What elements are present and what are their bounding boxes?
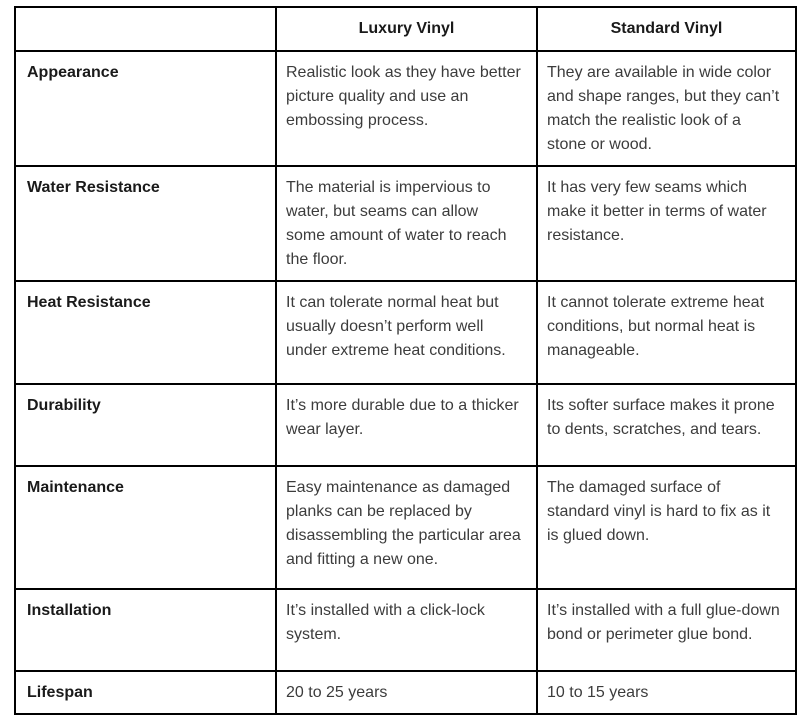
row-label-water-resistance: Water Resistance: [15, 166, 276, 281]
vinyl-comparison-wrapper: [14, 6, 797, 715]
row-label-maintenance: Maintenance: [15, 466, 276, 589]
luxury-vinyl-heat-resistance-cell: It can tolerate normal heat but usually doesn’t perform well under extreme heat conditions.: [276, 281, 537, 384]
standard-vinyl-maintenance-cell: The damaged surface of standard vinyl is hard to fix as it is glued down.: [537, 466, 796, 589]
table-row-heat-resistance: [15, 281, 796, 384]
header-luxury-vinyl: Luxury Vinyl: [276, 7, 537, 51]
table-row-water-resistance: [15, 166, 796, 281]
luxury-vinyl-water-resistance-cell: The material is impervious to water, but seams can allow some amount of water to reach the floor.: [276, 166, 537, 281]
table-row-installation: [15, 589, 796, 671]
standard-vinyl-installation-cell: It’s installed with a full glue-down bond or perimeter glue bond.: [537, 589, 796, 671]
table-row-appearance: [15, 51, 796, 166]
luxury-vinyl-installation-cell: It’s installed with a click-lock system.: [276, 589, 537, 671]
row-label-appearance: Appearance: [15, 51, 276, 166]
luxury-vinyl-appearance-cell: Realistic look as they have better picture quality and use an embossing process.: [276, 51, 537, 166]
standard-vinyl-heat-resistance-cell: It cannot tolerate extreme heat conditions, but normal heat is manageable.: [537, 281, 796, 384]
luxury-vinyl-maintenance-cell: Easy maintenance as damaged planks can be replaced by disassembling the particular area and fitting a new one.: [276, 466, 537, 589]
header-empty-cell: [15, 7, 276, 51]
row-label-installation: Installation: [15, 589, 276, 671]
header-standard-vinyl: Standard Vinyl: [537, 7, 796, 51]
table-row-maintenance: [15, 466, 796, 589]
row-label-heat-resistance: Heat Resistance: [15, 281, 276, 384]
standard-vinyl-water-resistance-cell: It has very few seams which make it better in terms of water resistance.: [537, 166, 796, 281]
luxury-vinyl-lifespan-cell: 20 to 25 years: [276, 671, 537, 714]
row-label-lifespan: Lifespan: [15, 671, 276, 714]
standard-vinyl-durability-cell: Its softer surface makes it prone to dents, scratches, and tears.: [537, 384, 796, 466]
table-row-durability: [15, 384, 796, 466]
table-row-lifespan: [15, 671, 796, 714]
standard-vinyl-appearance-cell: They are available in wide color and shape ranges, but they can’t match the realistic look of a stone or wood.: [537, 51, 796, 166]
table-header-row: [15, 7, 796, 51]
vinyl-comparison-table: [14, 6, 797, 715]
row-label-durability: Durability: [15, 384, 276, 466]
luxury-vinyl-durability-cell: It’s more durable due to a thicker wear layer.: [276, 384, 537, 466]
standard-vinyl-lifespan-cell: 10 to 15 years: [537, 671, 796, 714]
